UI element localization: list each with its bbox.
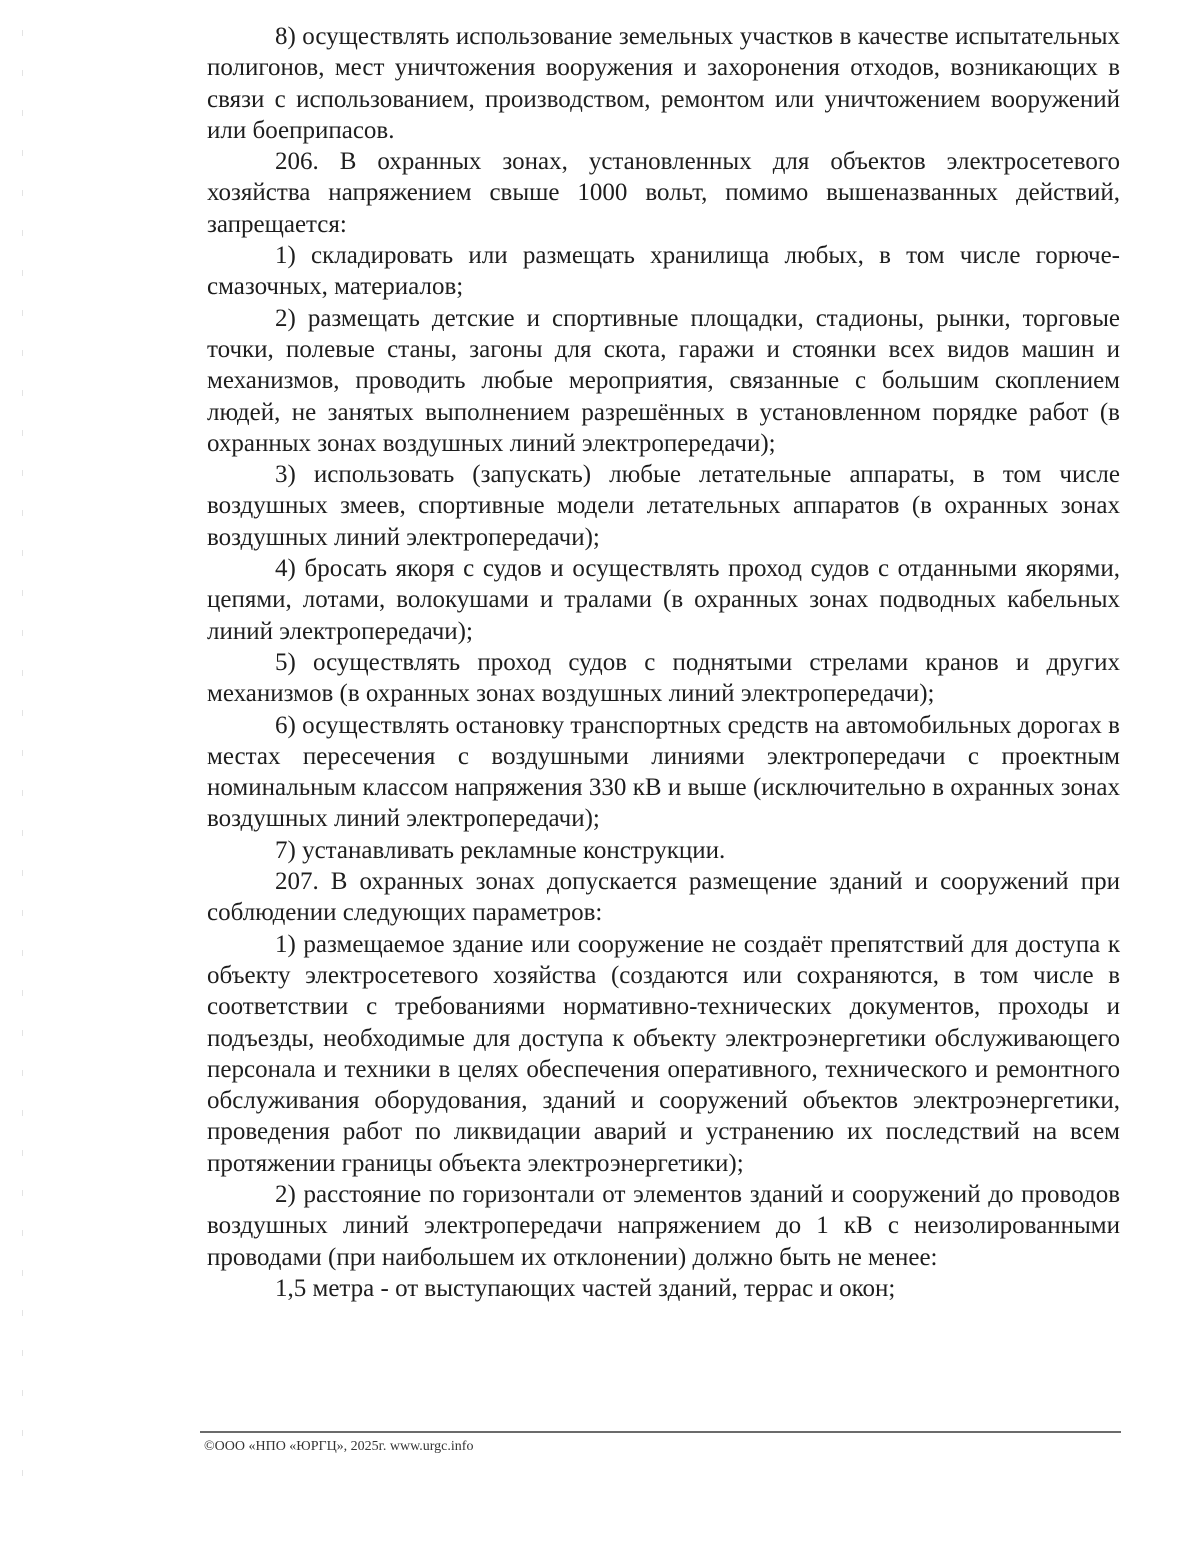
paragraph-item-8-land-use: 8) осуществлять использование земельных участков в качестве испытательных полигонов, мест уничтожения вооружения и захоронения отходов, возникающих в связи с использованием, производством, ремонтом или уничтожением вооружений или боеприпасов. [207, 23, 1120, 144]
paragraph-207-item-2-distance: 2) расстояние по горизонтали от элементов зданий и сооружений до проводов воздушных линий электропередачи напряжением до 1 кВ с неизолированными проводами (при наибольшем их отклонении) должно быть не менее: [207, 1180, 1120, 1271]
paragraph-distance-value: 1,5 метра - от выступающих частей зданий, террас и окон; [275, 1274, 896, 1302]
paragraph-206-header: 206. В охранных зонах, установленных для объектов электросетевого хозяйства напряжением свыше 1000 вольт, помимо вышеназванных действий, запрещается: [207, 148, 1120, 238]
paragraph-item-3-aircraft: 3) использовать (запускать) любые летательные аппараты, в том числе воздушных змеев, спортивные модели летательных аппаратов (в охранных зонах воздушных линий электропередачи); [207, 461, 1120, 551]
footer-copyright: ©ООО «НПО «ЮРГЦ», 2025г. www.urgc.info [204, 1439, 474, 1454]
paragraph-item-4-anchors: 4) бросать якоря с судов и осуществлять проход судов с отданными якорями, цепями, лотами, волокушами и тралами (в охранных зонах подводных кабельных линий электропередачи); [207, 555, 1120, 645]
paragraph-item-6-vehicles: 6) осуществлять остановку транспортных средств на автомобильных дорогах в местах пересечения с воздушными линиями электропередачи с проектным номинальным классом напряжения 330 кВ и выше (исключительно в охранных зонах воздушных линий электропередачи); [207, 711, 1120, 833]
footer-divider [200, 1431, 1121, 1433]
paragraph-207-item-1-access: 1) размещаемое здание или сооружение не создаёт препятствий для доступа к объекту электросетевого хозяйства (создаются или сохраняются, в том числе в соответствии с требованиями нормативно-технических документов, проходы и подъезды, необходимые для доступа к объекту электроэнергетики обслуживающего персонала и техники в целях обеспечения оперативного, технического и ремонтного обслуживания оборудования, зданий и сооружений объектов электроэнергетики, проведения работ по ликвидации аварий и устранению их последствий на всем протяжении границы объекта электроэнергетики); [207, 930, 1120, 1177]
scan-edge-mark [22, 30, 23, 1490]
paragraph-item-1-storage: 1) складировать или размещать хранилища любых, в том числе горюче-смазочных, материалов; [207, 242, 1120, 301]
document-body [207, 21, 1120, 1304]
paragraph-item-7-advertising: 7) устанавливать рекламные конструкции. [275, 836, 726, 864]
paragraph-item-5-cranes: 5) осуществлять проход судов с поднятыми стрелами кранов и других механизмов (в охранных зонах воздушных линий электропередачи); [207, 648, 1120, 708]
paragraph-207-header: 207. В охранных зонах допускается размещение зданий и сооружений при соблюдении следующих параметров: [207, 868, 1120, 927]
paragraph-item-2-sites: 2) размещать детские и спортивные площадки, стадионы, рынки, торговые точки, полевые станы, загоны для скота, гаражи и стоянки всех видов машин и механизмов, проводить любые мероприятия, связанные с большим скоплением людей, не занятых выполнением разрешённых в установленном порядке работ (в охранных зонах воздушных линий электропередачи); [207, 304, 1120, 457]
